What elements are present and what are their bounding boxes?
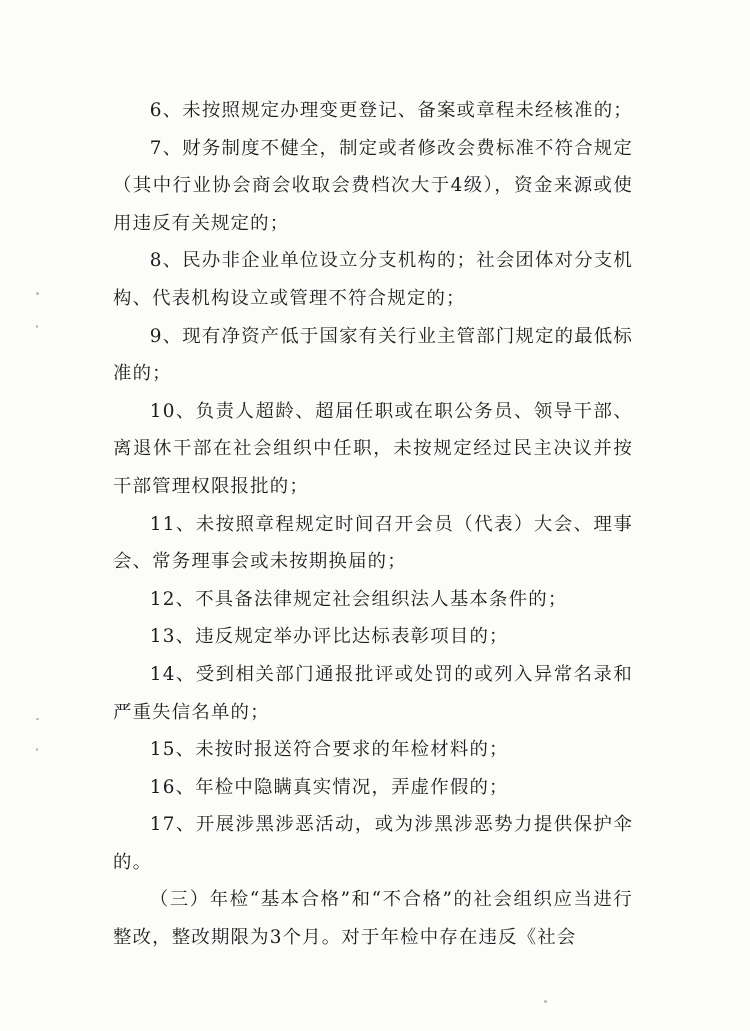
scan-speck [36, 292, 39, 295]
paragraph-item-12: 12、不具备法律规定社会组织法人基本条件的； [149, 588, 568, 610]
paragraph-item-14: 14、受到相关部门通报批评或处罚的或列入异常名录和严重失信名单的； [113, 663, 633, 723]
scan-speck [36, 718, 39, 720]
paragraph-item-15: 15、未按时报送符合要求的年检材料的； [149, 739, 509, 761]
paragraph-item-16: 16、年检中隐瞒真实情况，弄虚作假的； [149, 776, 509, 798]
paragraph-item-8: 8、民办非企业单位设立分支机构的；社会团体对分支机构、代表机构设立或管理不符合规定的； [113, 250, 633, 309]
scan-speck [544, 1000, 547, 1003]
paragraph-item-10: 10、负责人超龄、超届任职或在职公务员、领导干部、离退休干部在社会组织中任职，未按规定经过民主决议并按干部管理权限报批的； [113, 400, 633, 497]
section-paragraph-3: （三）年检“基本合格”和“不合格”的社会组织应当进行整改，整改期限为3个月。对于年检中存在违反《社会 [113, 889, 633, 949]
scan-speck [36, 325, 38, 328]
document-body [113, 92, 633, 957]
paragraph-item-13: 13、违反规定举办评比达标表彰项目的； [149, 626, 509, 648]
paragraph-item-11: 11、未按照章程规定时间召开会员（代表）大会、理事会、常务理事会或未按期换届的； [113, 513, 633, 573]
paragraph-item-9: 9、现有净资产低于国家有关行业主管部门规定的最低标准的； [113, 325, 633, 385]
scan-speck [36, 748, 38, 751]
paragraph-item-6: 6、未按照规定办理变更登记、备案或章程未经核准的； [149, 100, 633, 121]
paragraph-item-17: 17、开展涉黑涉恶活动，或为涉黑涉恶势力提供保护伞的。 [113, 814, 633, 873]
paragraph-item-7: 7、财务制度不健全，制定或者修改会费标准不符合规定（其中行业协会商会收取会费档次大于4级），资金来源或使用违反有关规定的； [113, 137, 633, 234]
